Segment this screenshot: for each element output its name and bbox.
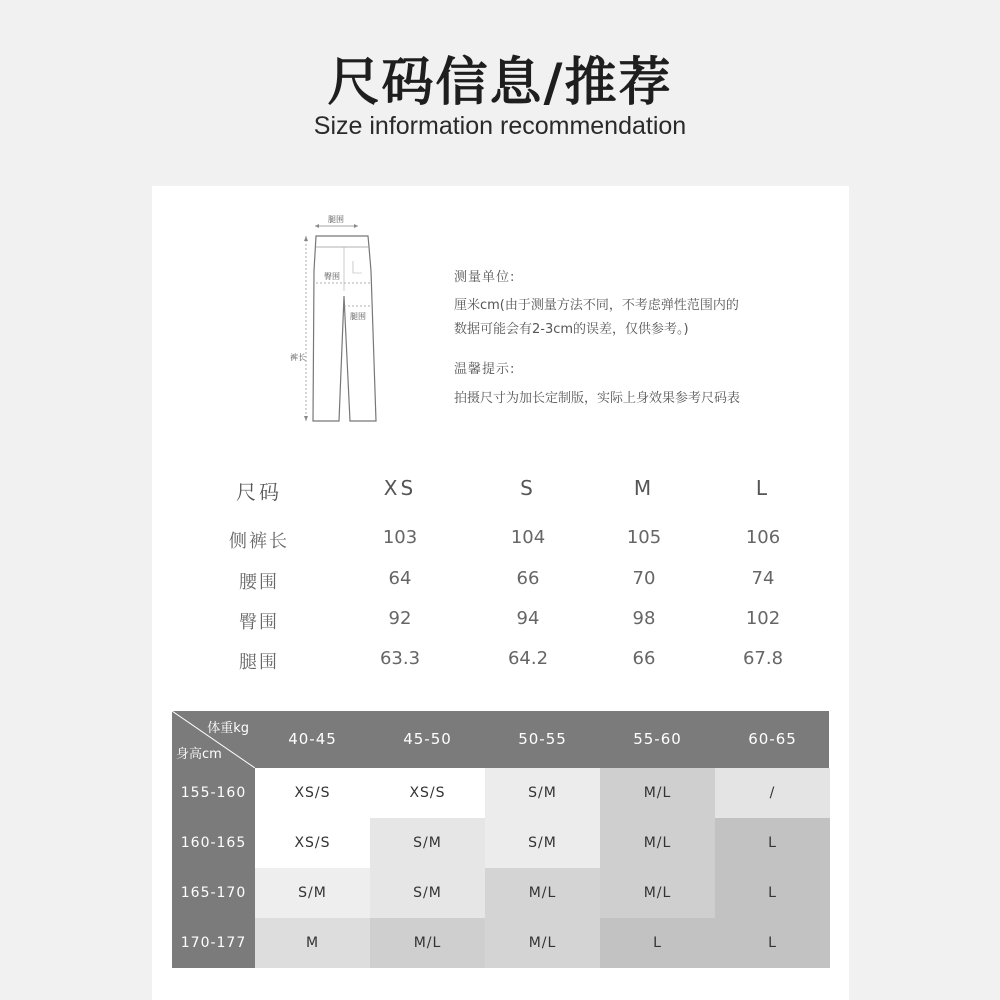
recommend-cell: M/L [485, 868, 600, 918]
size-row [152, 568, 849, 598]
unit-title: 测量单位: [454, 270, 516, 285]
hip-label: 臀围 [324, 272, 340, 281]
waist-label: 腿围 [328, 215, 344, 224]
recommend-cell: M/L [485, 918, 600, 968]
size-value: 64.2 [507, 648, 549, 669]
recommend-cell: L [715, 818, 830, 868]
size-value: 70 [632, 568, 656, 589]
size-value: 92 [388, 608, 412, 629]
thigh-label: 腿围 [350, 312, 366, 321]
size-header-cell: M [633, 476, 655, 500]
recommend-cell: XS/S [255, 768, 370, 818]
page-title: 尺码信息/推荐 [327, 53, 673, 113]
length-label: 裤长 [290, 353, 306, 362]
size-header-cell: L [755, 476, 771, 500]
recommend-cell: XS/S [255, 818, 370, 868]
size-value: 105 [626, 527, 662, 548]
unit-line-2: 数据可能会有2-3cm的误差，仅供参考。) [454, 322, 689, 337]
size-row-label: 腿围 [239, 652, 279, 673]
height-row-label: 170-177 [172, 918, 255, 968]
size-value: 104 [510, 527, 546, 548]
tip-line-1: 拍摄尺寸为加长定制版，实际上身效果参考尺码表 [454, 391, 741, 406]
tip-title: 温馨提示: [454, 362, 516, 377]
size-row [152, 527, 849, 557]
height-axis-label: 身高cm [176, 747, 222, 762]
recommend-cell: S/M [255, 868, 370, 918]
recommend-cell: M/L [600, 868, 715, 918]
size-value: 94 [516, 608, 540, 629]
size-row-label: 侧裤长 [229, 531, 289, 552]
size-value: 66 [516, 568, 540, 589]
height-row-label: 160-165 [172, 818, 255, 868]
size-value: 64 [388, 568, 412, 589]
size-value: 103 [382, 527, 418, 548]
recommend-cell: / [715, 768, 830, 818]
recommend-cell: S/M [370, 818, 485, 868]
unit-line-1: 厘米cm(由于测量方法不同，不考虑弹性范围内的 [454, 298, 739, 313]
size-header-cell: XS [383, 476, 417, 500]
size-header-cell: 尺码 [236, 480, 282, 504]
weight-axis-label: 体重kg [207, 721, 249, 736]
recommend-cell: S/M [485, 818, 600, 868]
size-value: 98 [632, 608, 656, 629]
corner-cell [172, 711, 255, 768]
recommend-cell: M/L [600, 818, 715, 868]
recommend-cell: M [255, 918, 370, 968]
size-value: 102 [745, 608, 781, 629]
recommend-cell: L [715, 918, 830, 968]
size-value: 67.8 [742, 648, 784, 669]
size-card [152, 186, 849, 1000]
height-row-label: 165-170 [172, 868, 255, 918]
size-header-row [152, 476, 849, 506]
recommend-cell: S/M [370, 868, 485, 918]
pants-diagram [280, 211, 390, 426]
page-subtitle: Size information recommendation [313, 112, 687, 140]
size-row [152, 648, 849, 678]
size-value: 74 [751, 568, 775, 589]
height-row-label: 155-160 [172, 768, 255, 818]
recommend-cell: M/L [600, 768, 715, 818]
size-header-cell: S [520, 476, 536, 500]
recommend-cell: XS/S [370, 768, 485, 818]
size-value: 63.3 [379, 648, 421, 669]
weight-header-cell: 50-55 [518, 730, 567, 748]
weight-header-cell: 60-65 [748, 730, 797, 748]
size-row-label: 腰围 [239, 572, 279, 593]
recommend-table [172, 711, 829, 969]
weight-header-cell: 45-50 [403, 730, 452, 748]
size-row [152, 608, 849, 638]
recommend-cell: S/M [485, 768, 600, 818]
recommend-cell: M/L [370, 918, 485, 968]
recommend-cell: L [715, 868, 830, 918]
weight-header-cell: 40-45 [288, 730, 337, 748]
size-value: 106 [745, 527, 781, 548]
recommend-cell: L [600, 918, 715, 968]
size-value: 66 [632, 648, 656, 669]
weight-header-cell: 55-60 [633, 730, 682, 748]
size-row-label: 臀围 [239, 612, 279, 633]
